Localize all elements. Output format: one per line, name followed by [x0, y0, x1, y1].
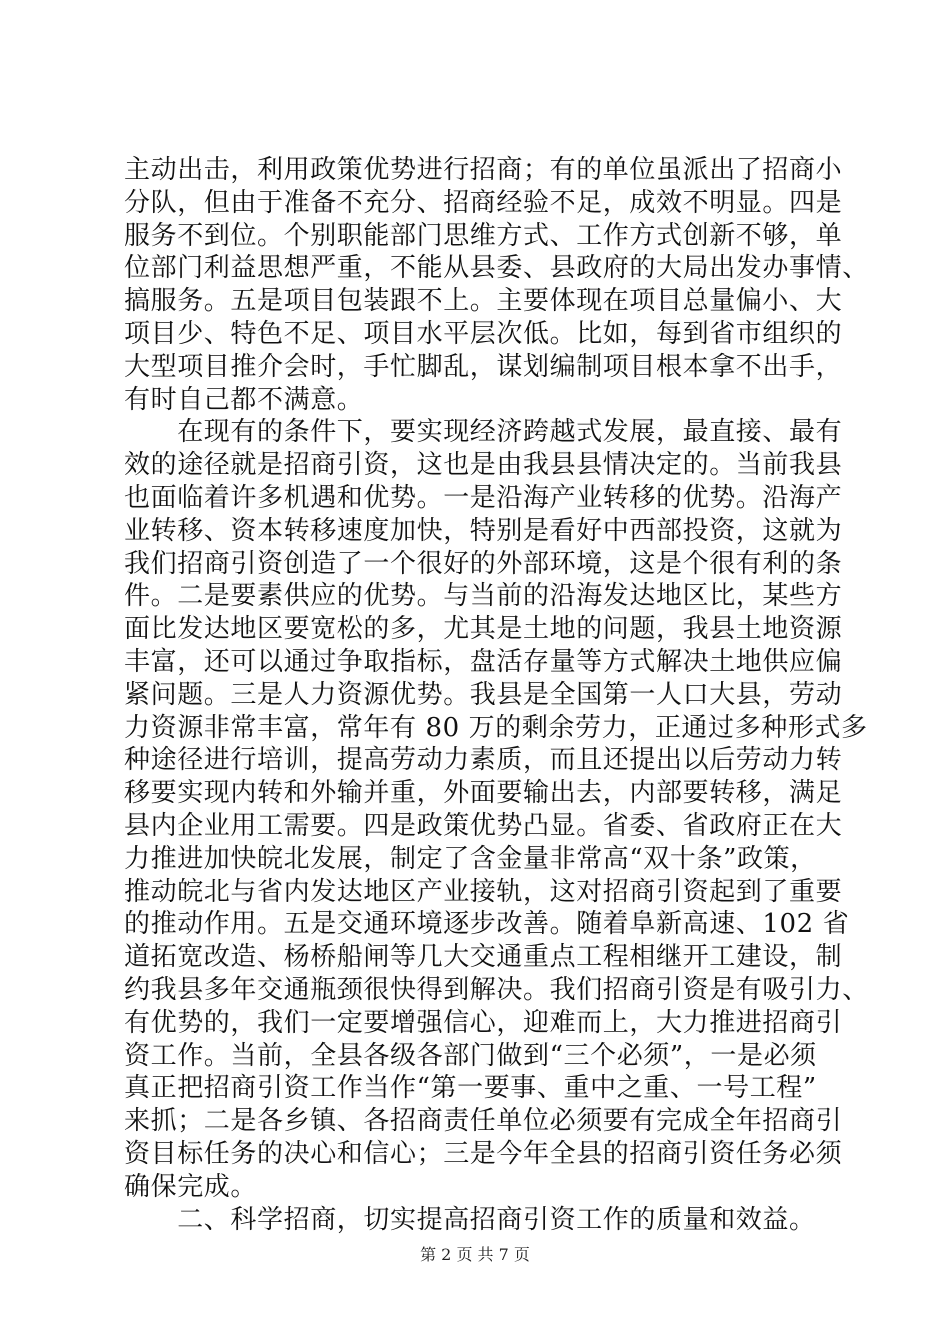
text-line: 紧问题。三是人力资源优势。我县是全国第一人口大县，劳动 [124, 679, 843, 710]
text-line: 在现有的条件下，要实现经济跨越式发展，最直接、最有 [124, 417, 843, 448]
text-line: 也面临着许多机遇和优势。一是沿海产业转移的优势。沿海产 [124, 482, 843, 513]
text-line: 件。二是要素供应的优势。与当前的沿海发达地区比，某些方 [124, 581, 843, 612]
text-line: 道拓宽改造、杨桥船闸等几大交通重点工程相继开工建设，制 [124, 942, 843, 973]
text-line: 的推动作用。五是交通环境逐步改善。随着阜新高速、102 省 [124, 909, 850, 940]
text-line: 大型项目推介会时，手忙脚乱，谋划编制项目根本拿不出手， [124, 351, 843, 382]
text-line: 丰富，还可以通过争取指标，盘活存量等方式解决土地供应偏 [124, 646, 843, 677]
text-line: 来抓；二是各乡镇、各招商责任单位必须要有完成全年招商引 [124, 1106, 843, 1137]
page-footer [0, 1245, 950, 1265]
text-line: 二、科学招商，切实提高招商引资工作的质量和效益。 [124, 1204, 816, 1235]
text-line: 业转移、资本转移速度加快，特别是看好中西部投资，这就为 [124, 515, 843, 546]
text-line: 推动皖北与省内发达地区产业接轨，这对招商引资起到了重要 [124, 876, 843, 907]
text-line: 主动出击，利用政策优势进行招商；有的单位虽派出了招商小 [124, 155, 843, 185]
text-line: 我们招商引资创造了一个很好的外部环境，这是个很有利的条 [124, 548, 843, 579]
text-line: 有优势的，我们一定要增强信心，迎难而上，大力推进招商引 [124, 1007, 843, 1038]
text-line: 有时自己都不满意。 [124, 384, 364, 415]
text-line: 移要实现内转和外输并重，外面要输出去，内部要转移，满足 [124, 778, 843, 809]
text-line: 分队，但由于准备不充分、招商经验不足，成效不明显。四是 [124, 187, 843, 218]
text-line: 效的途径就是招商引资，这也是由我县县情决定的。当前我县 [124, 450, 843, 481]
text-line: 力资源非常丰富，常年有 80 万的剩余劳力，正通过多种形式多 [124, 712, 868, 743]
text-line: 项目少、特色不足、项目水平层次低。比如，每到省市组织的 [124, 318, 843, 349]
text-line: 服务不到位。个别职能部门思维方式、工作方式创新不够，单 [124, 220, 843, 251]
text-line: 面比发达地区要宽松的多，尤其是土地的问题，我县土地资源 [124, 614, 843, 645]
page-number-label: 第 2 页 共 7 页 [420, 1245, 530, 1264]
text-line: 搞服务。五是项目包装跟不上。主要体现在项目总量偏小、大 [124, 286, 843, 317]
text-line: 位部门利益思想严重，不能从县委、县政府的大局出发办事情、 [124, 253, 869, 284]
body-text [124, 154, 869, 1236]
text-line: 资工作。当前，全县各级各部门做到“三个必须”，一是必须 [124, 1040, 817, 1071]
text-line: 确保完成。 [124, 1171, 258, 1202]
text-line: 县内企业用工需要。四是政策优势凸显。省委、省政府正在大 [124, 810, 843, 841]
text-line: 约我县多年交通瓶颈很快得到解决。我们招商引资是有吸引力、 [124, 974, 869, 1005]
text-line: 真正把招商引资工作当作“第一要事、重中之重、一号工程” [124, 1073, 817, 1104]
text-line: 种途径进行培训，提高劳动力素质，而且还提出以后劳动力转 [124, 745, 843, 776]
text-line: 资目标任务的决心和信心；三是今年全县的招商引资任务必须 [124, 1138, 843, 1169]
text-line: 力推进加快皖北发展，制定了含金量非常高“双十条”政策， [124, 843, 817, 874]
